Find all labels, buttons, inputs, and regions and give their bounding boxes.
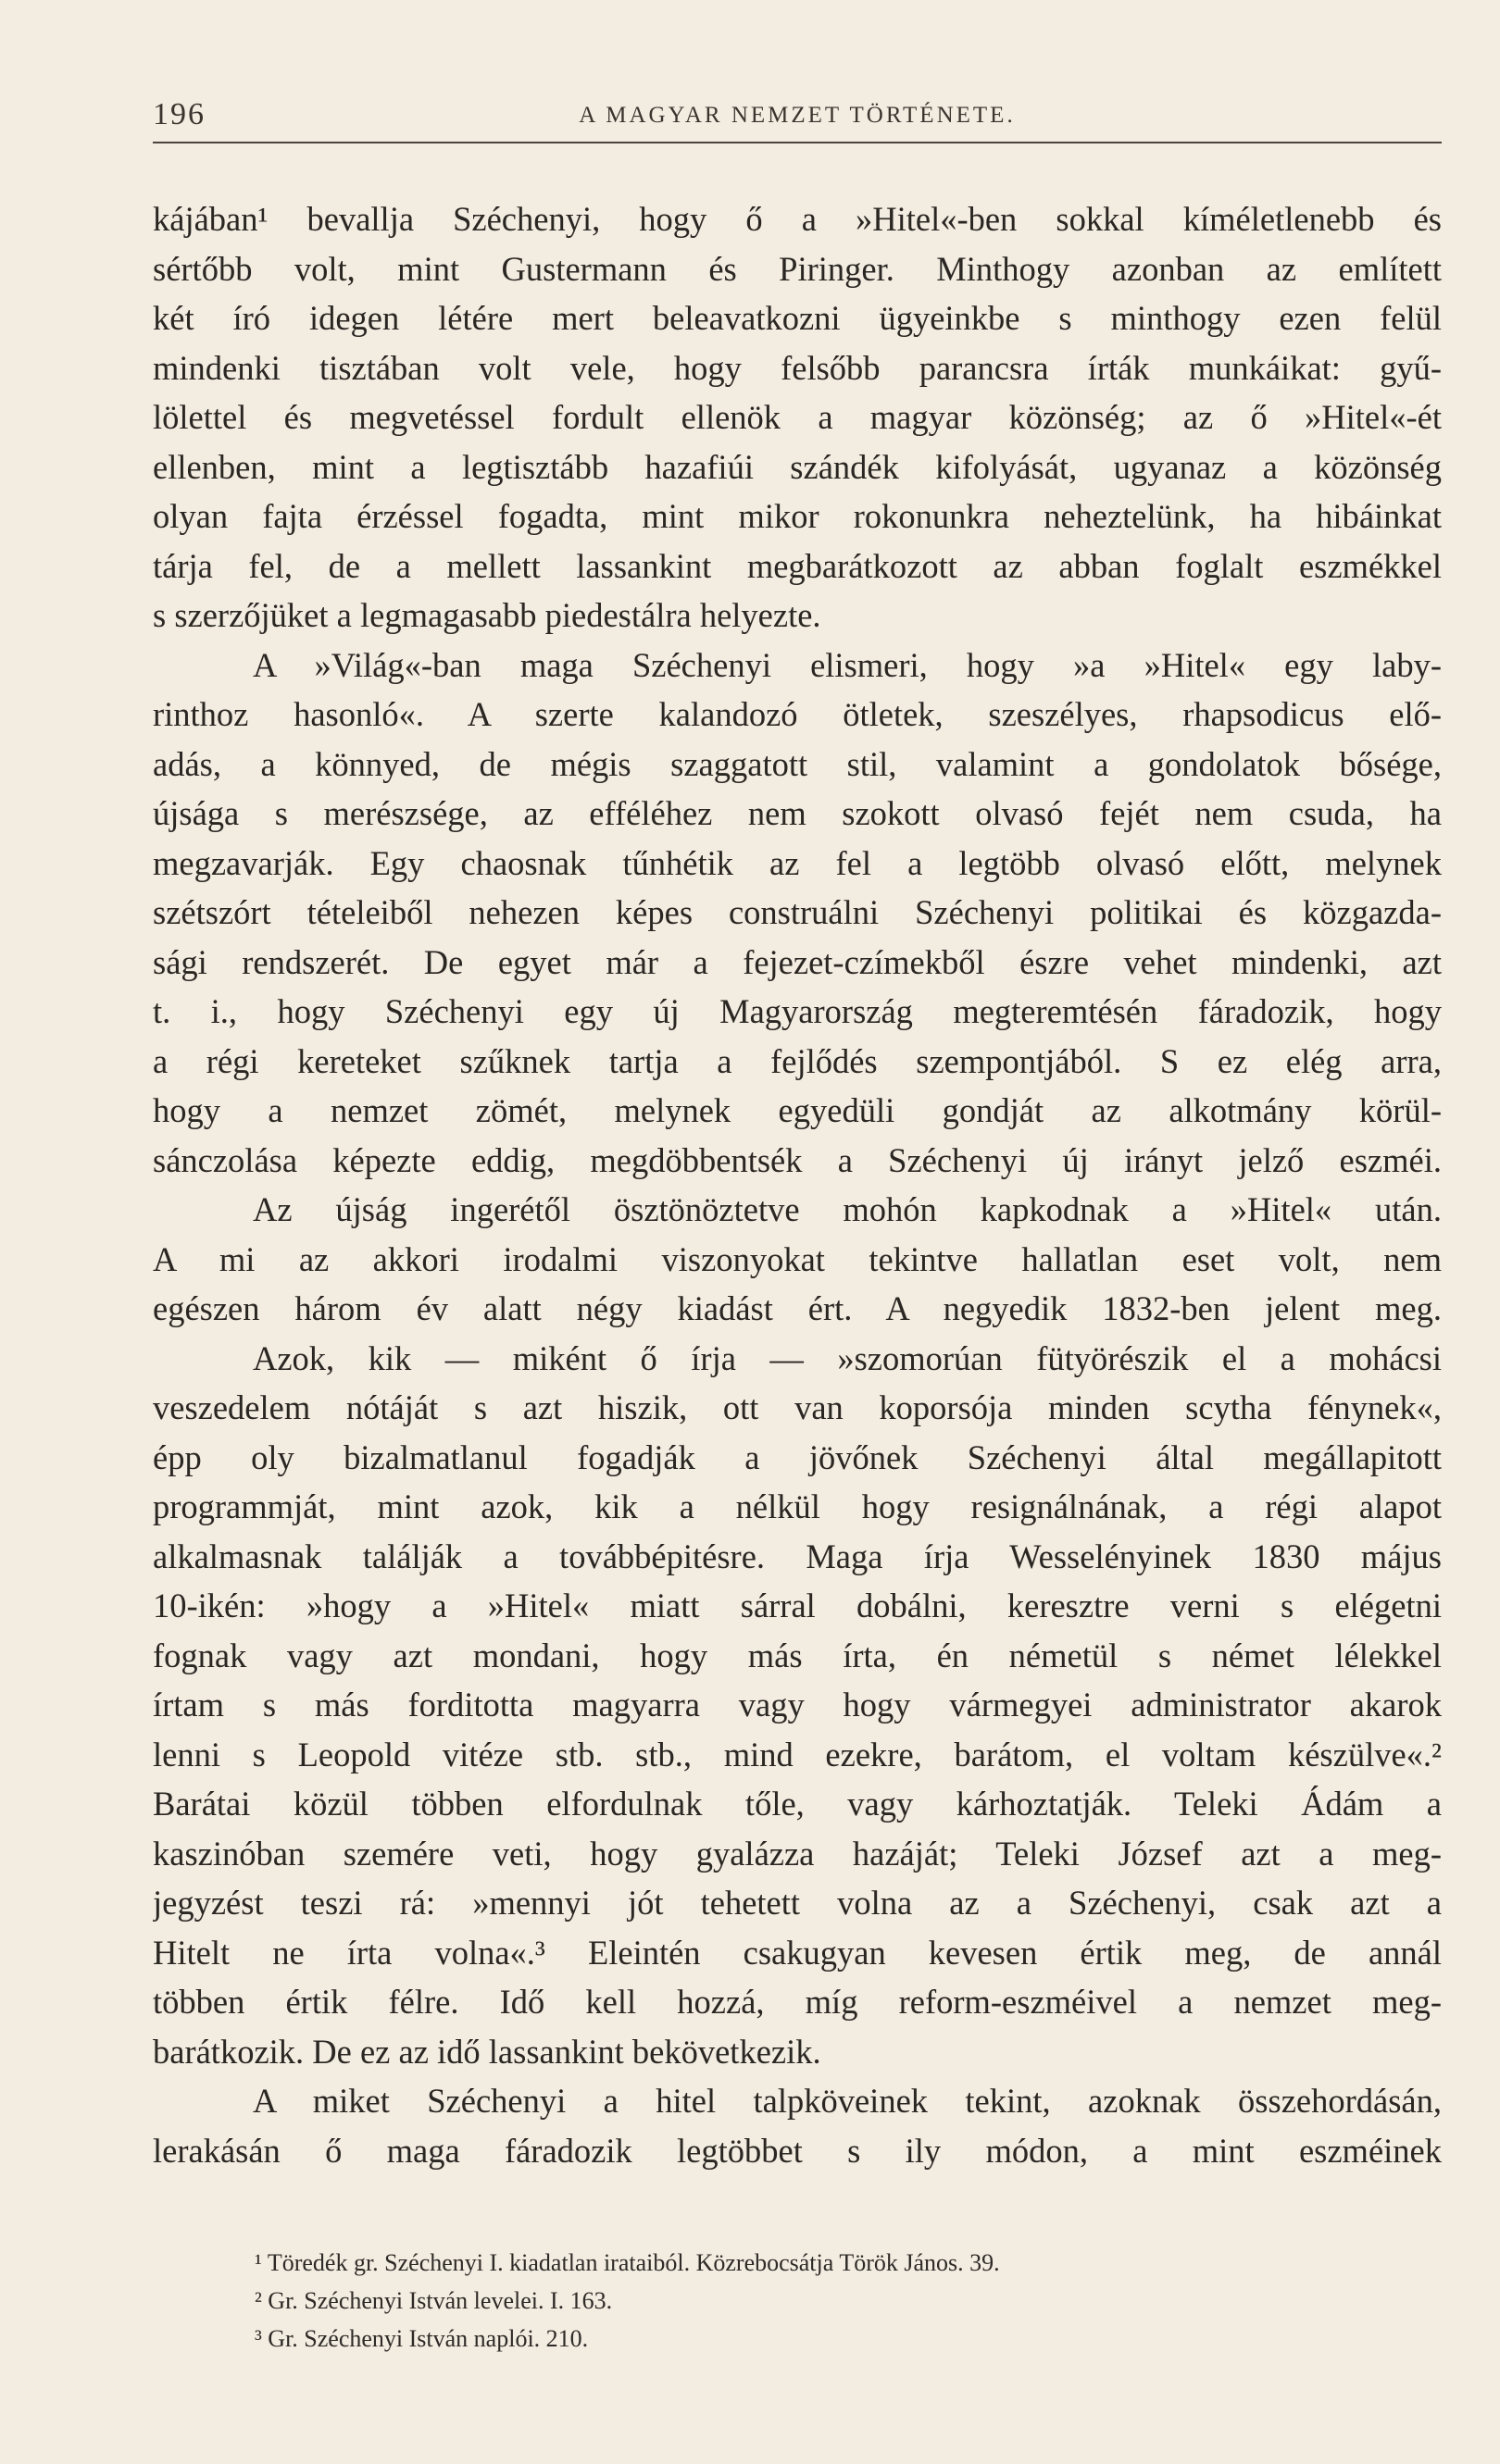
footnote: ¹ Töredék gr. Széchenyi I. kiadatlan irataiból. Közrebocsátja Török János. 39. <box>255 2249 1000 2276</box>
text-line: 10-ikén: »hogy a »Hitel« miatt sárral dobálni, keresztre verni s elégetni <box>153 1587 1442 1624</box>
text-line: alkalmasnak találják a továbbépitésre. Maga írja Wesselényinek 1830 május <box>153 1537 1442 1575</box>
text-line: a régi kereteket szűknek tartja a fejlődés szempontjából. S ez elég arra, <box>153 1041 1442 1080</box>
text-line: veszedelem nótáját s azt hiszik, ott van koporsója minden scytha fénynek«, <box>153 1388 1442 1426</box>
text-line: A mi az akkori irodalmi viszonyokat tekintve hallatlan eset volt, nem <box>153 1239 1442 1278</box>
text-line: s szerzőjüket a legmagasabb piedestálra helyezte. <box>153 596 821 634</box>
text-line: megzavarják. Egy chaosnak tűnhétik az fel a legtöbb olvasó előtt, melynek <box>153 843 1442 882</box>
text-line: kájában¹ bevallja Széchenyi, hogy ő a »Hitel«-ben sokkal kíméletlenebb és <box>153 200 1442 238</box>
text-line: t. i., hogy Széchenyi egy új Magyarország megteremtésén fáradozik, hogy <box>153 992 1442 1030</box>
text-line: szétszórt tételeiből nehezen képes construálni Széchenyi politikai és közgazda- <box>153 893 1442 931</box>
text-line: sági rendszerét. De egyet már a fejezet-czímekből észre vehet mindenki, azt <box>153 942 1442 981</box>
text-line: A »Világ«-ban maga Széchenyi elismeri, hogy »a »Hitel« egy laby- <box>253 645 1442 684</box>
text-line: lenni s Leopold vitéze stb. stb., mind ezekre, barátom, el voltam készülve«.² <box>153 1735 1442 1773</box>
footnote: ² Gr. Széchenyi István levelei. I. 163. <box>255 2287 613 2314</box>
text-line: tárja fel, de a mellett lassankint megbarátkozott az abban foglalt eszmékkel <box>153 546 1442 585</box>
text-line: Az újság ingerétől ösztönöztetve mohón kapkodnak a »Hitel« után. <box>253 1190 1442 1228</box>
text-line: programmját, mint azok, kik a nélkül hogy resignálnának, a régi alapot <box>153 1487 1442 1525</box>
body-text <box>153 194 1442 2175</box>
text-line: lölettel és megvetéssel fordult ellenök a magyar közönség; az ő »Hitel«-ét <box>153 398 1442 436</box>
text-line: két író idegen létére mert beleavatkozni ügyeinkbe s minthogy ezen felül <box>153 299 1442 337</box>
text-line: kaszinóban szemére veti, hogy gyalázza hazáját; Teleki József azt a meg- <box>153 1834 1442 1873</box>
text-line: Hitelt ne írta volna«.³ Eleintén csakugyan kevesen értik meg, de annál <box>153 1933 1442 1972</box>
text-line: sánczolása képezte eddig, megdöbbentsék a Széchenyi új irányt jelző eszméi. <box>153 1140 1442 1179</box>
text-line: egészen három év alatt négy kiadást ért. A negyedik 1832-ben jelent meg. <box>153 1289 1442 1327</box>
text-line: sértőbb volt, mint Gustermann és Piringer. Minthogy azonban az említett <box>153 249 1442 288</box>
footnotes <box>255 2244 1366 2358</box>
page-number: 196 <box>153 97 206 131</box>
page-header <box>153 97 1442 143</box>
text-line: rinthoz hasonló«. A szerte kalandozó ötletek, szeszélyes, rhapsodicus elő- <box>153 695 1442 733</box>
text-line: fognak vagy azt mondani, hogy más írta, én németül s német lélekkel <box>153 1636 1442 1674</box>
text-line: lerakásán ő maga fáradozik legtöbbet s ily módon, a mint eszméinek <box>153 2131 1442 2170</box>
text-line: ellenben, mint a legtisztább hazafiúi szándék kifolyását, ugyanaz a közönség <box>153 447 1442 486</box>
text-line: újsága s merészsége, az efféléhez nem szokott olvasó fejét nem csuda, ha <box>153 794 1442 832</box>
text-line: A miket Széchenyi a hitel talpköveinek tekint, azoknak összehordásán, <box>253 2082 1442 2120</box>
text-line: hogy a nemzet zömét, melynek egyedüli gondját az alkotmány körül- <box>153 1091 1442 1129</box>
text-line: többen értik félre. Idő kell hozzá, míg reform-eszméivel a nemzet meg- <box>153 1983 1442 2021</box>
running-title: A MAGYAR NEMZET TÖRTÉNETE. <box>579 103 1016 128</box>
text-line: épp oly bizalmatlanul fogadják a jövőnek Széchenyi által megállapitott <box>153 1437 1442 1476</box>
text-line: mindenki tisztában volt vele, hogy felsőbb parancsra írták munkáikat: gyű- <box>153 348 1442 387</box>
text-line: Azok, kik — miként ő írja — »szomorúan fütyörészik el a mohácsi <box>253 1338 1442 1377</box>
text-line: adás, a könnyed, de mégis szaggatott stil, valamint a gondolatok bősége, <box>153 744 1442 783</box>
text-line: írtam s más forditotta magyarra vagy hogy vármegyei administrator akarok <box>153 1686 1442 1724</box>
text-line: olyan fajta érzéssel fogadta, mint mikor rokonunkra neheztelünk, ha hibáinkat <box>153 497 1442 535</box>
footnote: ³ Gr. Széchenyi István naplói. 210. <box>255 2325 589 2352</box>
text-line: barátkozik. De ez az idő lassankint bekövetkezik. <box>153 2032 821 2071</box>
text-line: Barátai közül többen elfordulnak tőle, vagy kárhoztatják. Teleki Ádám a <box>153 1785 1442 1823</box>
text-line: jegyzést teszi rá: »mennyi jót tehetett volna az a Széchenyi, csak azt a <box>153 1884 1442 1922</box>
